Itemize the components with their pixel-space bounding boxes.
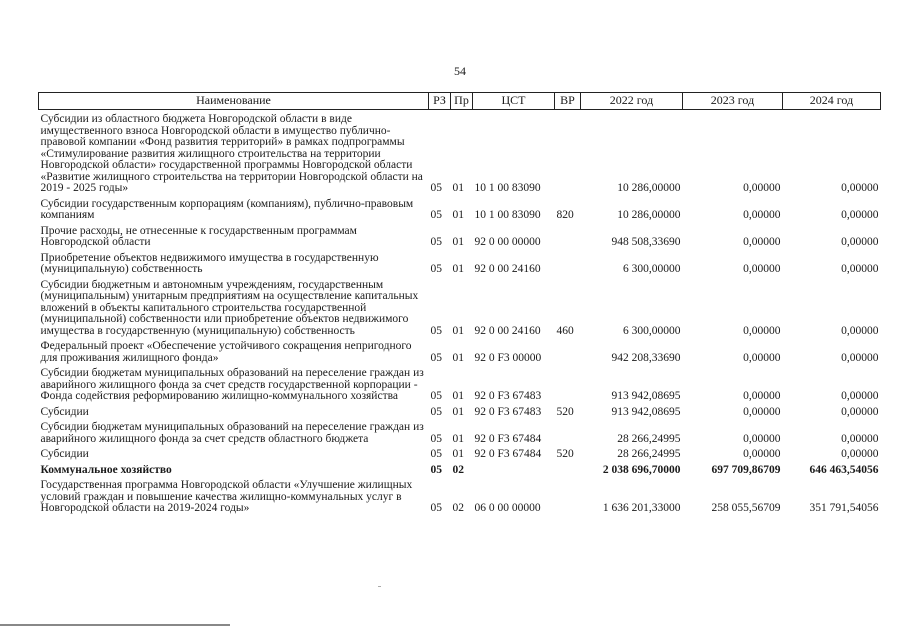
row-name: Субсидии бюджетным и автономным учреждениям, государственным (муниципальным) унитарным предприятиям на осуществление капитальных вложений в объекты капитального строительства государственной (муниципальной) собственности или приобретение объектов недвижимого имущества в государственную (муниципальную) собственность xyxy=(40,278,419,337)
header-cst: ЦСТ xyxy=(473,93,555,110)
row-cst: 92 0 F3 67483 xyxy=(474,405,542,418)
table-row xyxy=(39,337,881,364)
row-vr: 820 xyxy=(556,209,574,221)
row-cst: 10 1 00 83090 xyxy=(474,209,541,221)
row-2022: 942 208,33690 xyxy=(611,351,681,364)
row-vr xyxy=(555,418,581,445)
row-name: Коммунальное хозяйство xyxy=(40,463,172,476)
row-2022: 6 300,00000 xyxy=(623,263,681,275)
row-2024: 0,00000 xyxy=(841,405,879,418)
row-cst: 92 0 F3 67483 xyxy=(474,390,542,402)
row-pr: 01 xyxy=(452,263,464,275)
row-name: Субсидии бюджетам муниципальных образований на переселение граждан из аварийного жилищного фонда за счет средств областного бюджета xyxy=(40,421,424,445)
row-2022: 913 942,08695 xyxy=(611,390,681,402)
row-pr: 02 xyxy=(452,502,464,514)
row-name: Прочие расходы, не отнесенные к государственным программам Новгородской области xyxy=(40,224,357,248)
row-cst: 92 0 F3 67484 xyxy=(474,448,542,460)
header-2023: 2023 год xyxy=(683,93,783,110)
row-vr xyxy=(555,337,581,364)
row-2023: 0,00000 xyxy=(743,351,781,364)
row-2024: 0,00000 xyxy=(841,448,879,460)
row-2023: 0,00000 xyxy=(743,390,781,402)
budget-table xyxy=(38,92,881,515)
row-rz: 05 xyxy=(430,263,442,275)
row-2024: 0,00000 xyxy=(841,390,879,402)
header-name: Наименование xyxy=(39,93,429,110)
row-2022: 10 286,00000 xyxy=(617,209,681,221)
row-vr xyxy=(555,364,581,403)
header-row xyxy=(39,93,881,110)
row-pr: 02 xyxy=(452,463,464,476)
row-pr: 01 xyxy=(452,236,464,248)
row-cst: 92 0 F3 00000 xyxy=(474,351,542,364)
row-vr: 520 xyxy=(556,405,574,418)
row-2023: 697 709,86709 xyxy=(711,463,781,476)
row-vr xyxy=(555,461,581,477)
table-row xyxy=(39,110,881,195)
table-row xyxy=(39,222,881,249)
row-pr: 01 xyxy=(452,324,464,337)
row-vr xyxy=(555,110,581,195)
row-2022: 948 508,33690 xyxy=(611,236,681,248)
row-2022: 28 266,24995 xyxy=(617,448,681,460)
row-cst: 06 0 00 00000 xyxy=(474,502,541,514)
row-rz: 05 xyxy=(430,182,442,194)
header-vr: ВР xyxy=(555,93,581,110)
row-cst: 10 1 00 83090 xyxy=(474,182,541,194)
row-rz: 05 xyxy=(430,390,442,402)
row-name: Субсидии бюджетам муниципальных образований на переселение граждан из аварийного жилищного фонда за счет средств государственной корпорации - Фонда содействия реформированию жилищно-коммунального хозяйства xyxy=(40,367,424,402)
row-2023: 0,00000 xyxy=(743,405,781,418)
row-rz: 05 xyxy=(430,324,442,337)
row-vr: 460 xyxy=(556,324,574,337)
row-2024: 0,00000 xyxy=(841,209,879,221)
row-cst: 92 0 00 00000 xyxy=(474,236,541,248)
table-row xyxy=(39,403,881,419)
row-cst: 92 0 00 24160 xyxy=(474,263,541,275)
row-2023: 0,00000 xyxy=(743,324,781,337)
row-2022: 10 286,00000 xyxy=(617,182,681,194)
row-pr: 01 xyxy=(452,390,464,402)
row-cst: 92 0 00 24160 xyxy=(474,324,541,337)
row-name: Приобретение объектов недвижимого имущества в государственную (муниципальную) собственность xyxy=(40,251,379,275)
row-vr xyxy=(555,222,581,249)
row-2024: 351 791,54056 xyxy=(809,502,879,514)
header-2024: 2024 год xyxy=(783,93,881,110)
row-name: Субсидии из областного бюджета Новгородской области в виде имущественного взноса Новгородской области в имущество публично-правовой компании «Фонд развития территорий» в рамках подпрограммы «Стимулирование развития жилищного строительства на территории Новгородской области» государственной программы Новгородской области «Развитие жилищного строительства на территории Новгородской области на 2019 - 2025 годы» xyxy=(40,113,423,194)
row-2022: 2 038 696,70000 xyxy=(602,463,681,476)
table-row xyxy=(39,461,881,477)
header-pr: Пр xyxy=(451,93,473,110)
table-row xyxy=(39,276,881,338)
row-2024: 0,00000 xyxy=(841,432,879,445)
row-2022: 913 942,08695 xyxy=(611,405,681,418)
row-rz: 05 xyxy=(430,236,442,248)
row-2023: 258 055,56709 xyxy=(711,502,781,514)
row-cst: 92 0 F3 67484 xyxy=(474,432,542,445)
row-pr: 01 xyxy=(452,432,464,445)
row-pr: 01 xyxy=(452,448,464,460)
scan-mark xyxy=(378,586,381,587)
row-name: Федеральный проект «Обеспечение устойчивого сокращения непригодного для проживания жилищного фонда» xyxy=(40,340,412,364)
table-row xyxy=(39,195,881,222)
row-2023: 0,00000 xyxy=(743,432,781,445)
row-2023: 0,00000 xyxy=(743,236,781,248)
row-2022: 28 266,24995 xyxy=(617,432,681,445)
row-2024: 0,00000 xyxy=(841,236,879,248)
row-rz: 05 xyxy=(430,432,442,445)
table-row xyxy=(39,418,881,445)
row-name: Субсидии государственным корпорациям (компаниям), публично-правовым компаниям xyxy=(40,197,414,221)
row-pr: 01 xyxy=(452,209,464,221)
row-2022: 6 300,00000 xyxy=(623,324,681,337)
row-vr: 520 xyxy=(556,448,574,460)
row-name: Государственная программа Новгородской области «Улучшение жилищных условий граждан и повышение качества жилищно-коммунальных услуг в Новгородской области на 2019-2024 годы» xyxy=(40,479,413,514)
row-cst xyxy=(473,461,555,477)
row-2023: 0,00000 xyxy=(743,448,781,460)
row-rz: 05 xyxy=(430,463,442,476)
row-rz: 05 xyxy=(430,502,442,514)
row-name: Субсидии xyxy=(40,448,89,460)
row-2023: 0,00000 xyxy=(743,263,781,275)
row-rz: 05 xyxy=(430,405,442,418)
row-2024: 0,00000 xyxy=(841,263,879,275)
row-2024: 0,00000 xyxy=(841,324,879,337)
header-2022: 2022 год xyxy=(581,93,683,110)
row-vr xyxy=(555,476,581,515)
row-2024: 646 463,54056 xyxy=(809,463,879,476)
table-row xyxy=(39,445,881,461)
table-row xyxy=(39,249,881,276)
row-rz: 05 xyxy=(430,448,442,460)
row-rz: 05 xyxy=(430,209,442,221)
scan-edge-line xyxy=(0,624,230,626)
row-pr: 01 xyxy=(452,182,464,194)
row-2023: 0,00000 xyxy=(743,182,781,194)
row-2024: 0,00000 xyxy=(841,351,879,364)
row-2022: 1 636 201,33000 xyxy=(602,502,681,514)
page-number: 54 xyxy=(454,64,466,78)
table-row xyxy=(39,476,881,515)
table-row xyxy=(39,364,881,403)
row-name: Субсидии xyxy=(40,405,89,418)
row-pr: 01 xyxy=(452,351,464,364)
header-rz: РЗ xyxy=(429,93,451,110)
row-2023: 0,00000 xyxy=(743,209,781,221)
row-vr xyxy=(555,249,581,276)
row-rz: 05 xyxy=(430,351,442,364)
row-pr: 01 xyxy=(452,405,464,418)
row-2024: 0,00000 xyxy=(841,182,879,194)
